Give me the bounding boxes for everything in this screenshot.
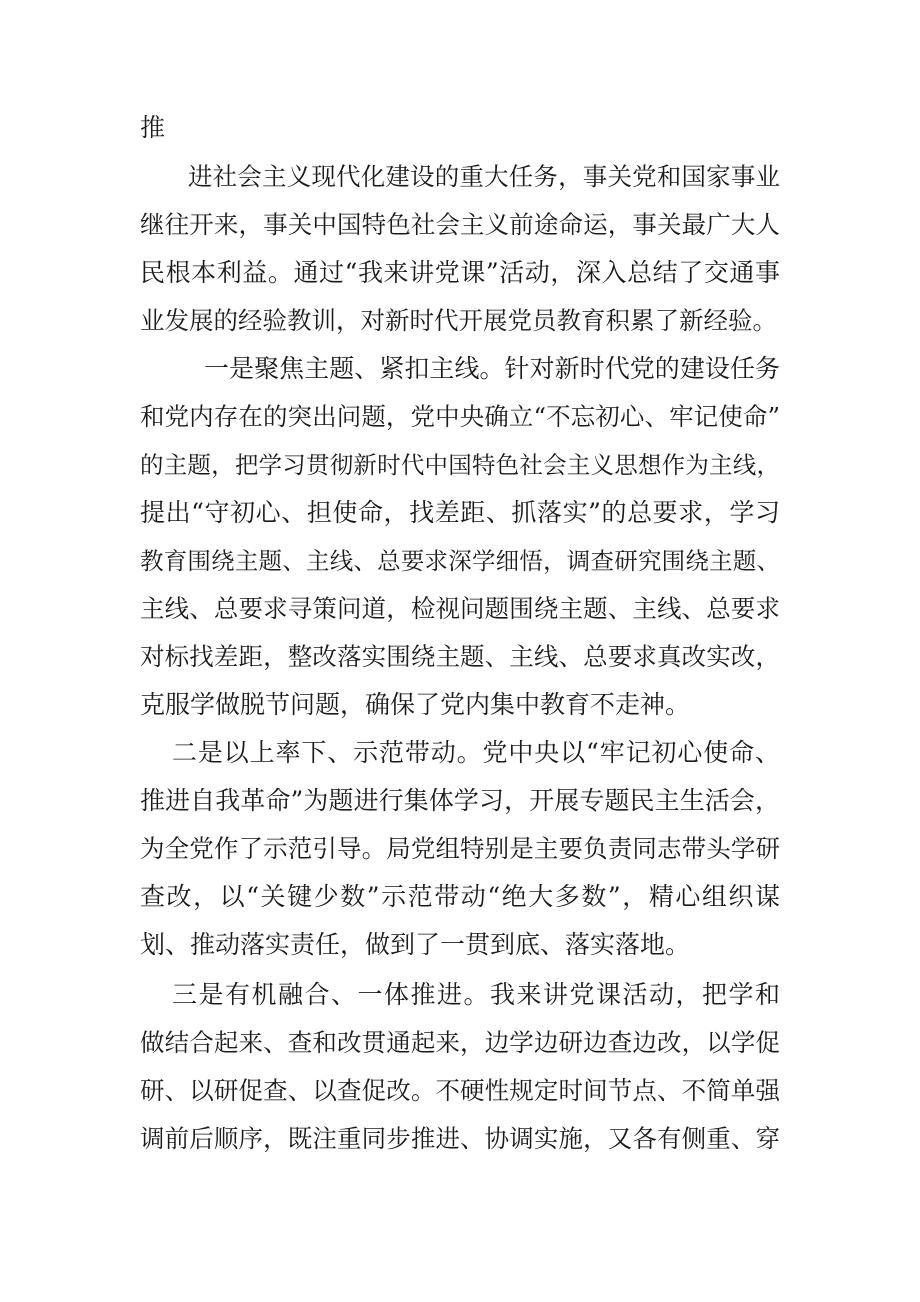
text-line: 做结合起来、查和改贯通起来，边学边研边查边改，以学促 bbox=[140, 1028, 780, 1057]
text-line: 为全党作了示范引导。局党组特别是主要负责同志带头学研 bbox=[140, 834, 780, 863]
text-line: 三是有机融合、一体推进。我来讲党课活动，把学和 bbox=[172, 980, 780, 1009]
text-line: 民根本利益。通过“我来讲党课”活动，深入总结了交通事 bbox=[140, 258, 780, 287]
text-line: 进社会主义现代化建设的重大任务，事关党和国家事业 bbox=[188, 162, 780, 191]
text-line: 继往开来，事关中国特色社会主义前途命运，事关最广大人 bbox=[140, 210, 780, 239]
text-line: 和党内存在的突出问题，党中央确立“不忘初心、牢记使命” bbox=[140, 402, 780, 431]
text-line: 业发展的经验教训，对新时代开展党员教育积累了新经验。 bbox=[140, 306, 777, 335]
text-line: 克服学做脱节问题，确保了党内集中教育不走神。 bbox=[140, 690, 691, 719]
text-line: 的主题，把学习贯彻新时代中国特色社会主义思想作为主线， bbox=[140, 451, 780, 479]
text-line: 调前后顺序，既注重同步推进、协调实施，又各有侧重、穿 bbox=[140, 1124, 780, 1153]
text-line: 对标找差距，整改落实围绕主题、主线、总要求真改实改， bbox=[140, 642, 780, 671]
text-line: 查改，以“关键少数”示范带动“绝大多数”，精心组织谋 bbox=[140, 882, 780, 911]
text-line: 主线、总要求寻策问道，检视问题围绕主题、主线、总要求 bbox=[140, 594, 780, 623]
text-line: 提出“守初心、担使命，找差距、抓落实”的总要求，学习 bbox=[140, 498, 780, 527]
text-line: 推 bbox=[140, 113, 166, 142]
text-line: 研、以研促查、以查促改。不硬性规定时间节点、不简单强 bbox=[140, 1076, 780, 1105]
text-line: 二是以上率下、示范带动。党中央以“牢记初心使命、 bbox=[172, 738, 780, 767]
text-line: 一是聚焦主题、紧扣主线。针对新时代党的建设任务 bbox=[204, 354, 780, 383]
text-line: 教育围绕主题、主线、总要求深学细悟，调查研究围绕主题、 bbox=[140, 547, 780, 575]
text-line: 划、推动落实责任，做到了一贯到底、落实落地。 bbox=[140, 930, 691, 959]
text-line: 推进自我革命”为题进行集体学习，开展专题民主生活会， bbox=[140, 786, 780, 815]
